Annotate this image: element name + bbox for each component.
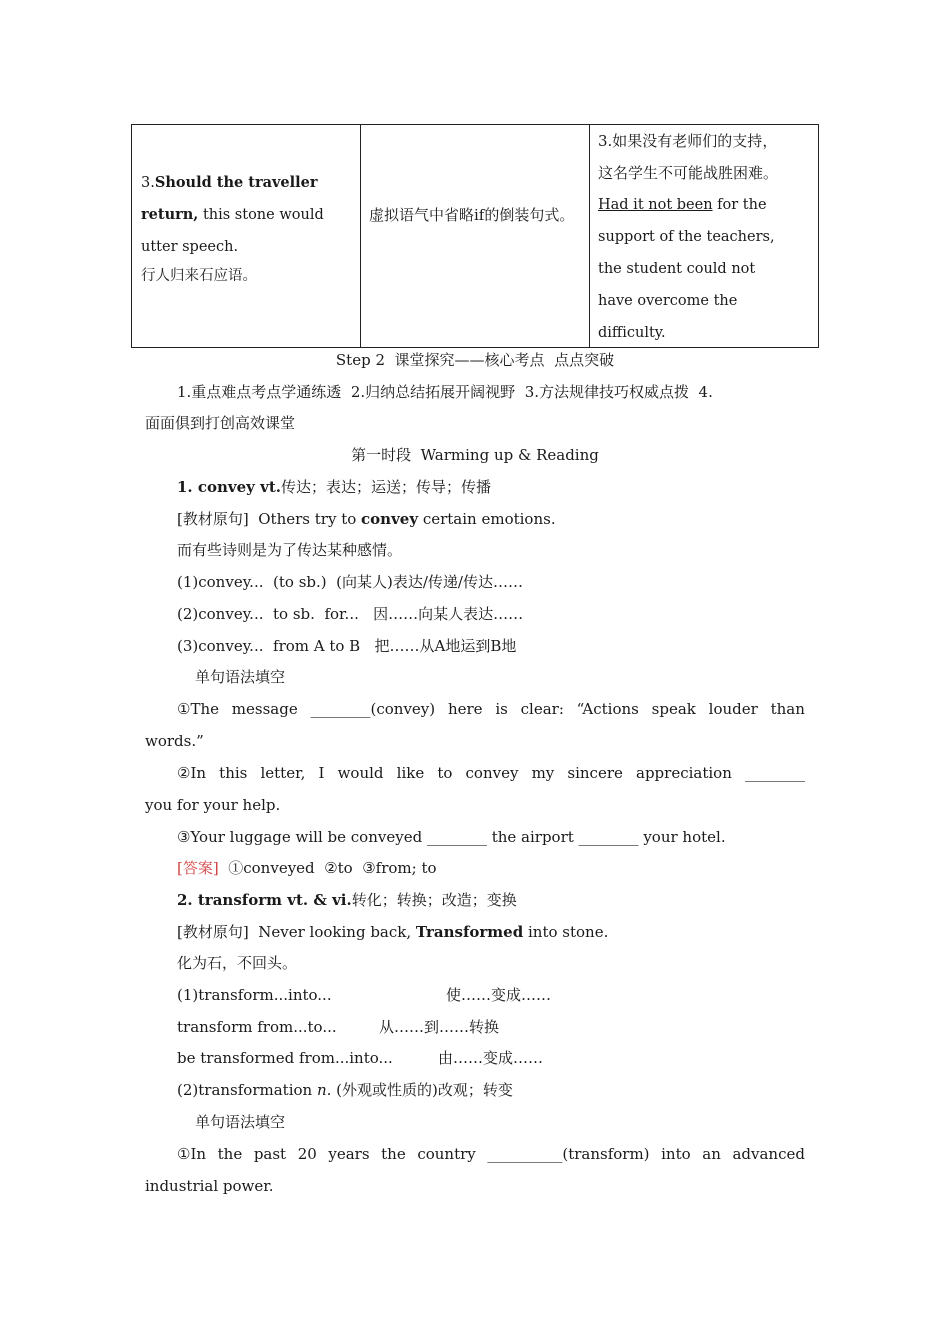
example-english: 3.Should the traveller <box>141 174 318 191</box>
item2-translation: 化为石，不回头。 <box>177 954 298 972</box>
item2-heading: 2. transform vt. & vi.转化；转换；改造；变换 <box>177 891 517 909</box>
imitation-line-5: the student could not <box>598 261 756 277</box>
imitation-line-4: support of the teachers, <box>598 229 775 245</box>
item1-usage-3: (3)convey... from A to B 把……从A地运到B地 <box>177 637 517 655</box>
example-english-cont: return, this stone would <box>141 206 324 223</box>
imitation-line-2: 这名学生不可能战胜困难。 <box>598 164 779 182</box>
item2-usage-4: (2)transformation n. (外观或性质的)改观；转变 <box>177 1081 513 1099</box>
imitation-line-6: have overcome the <box>598 293 738 309</box>
imitation-line-7: difficulty. <box>598 325 666 341</box>
underlined-phrase: Had it not been <box>598 197 713 213</box>
item1-exercise-3: ③Your luggage will be conveyed ________ the airport ________ your hotel. <box>177 828 726 846</box>
item1-exercise-1-cont: words.” <box>145 732 204 750</box>
item2-source: [教材原句] Never looking back, Transformed into stone. <box>177 923 609 941</box>
item1-translation: 而有些诗则是为了传达某种感情。 <box>177 541 403 559</box>
item1-source: [教材原句] Others try to convey certain emotions. <box>177 510 556 528</box>
item1-answer: [答案] ①conveyed ②to ③from; to <box>177 859 437 877</box>
item2-usage-1b: 使……变成…… <box>446 986 552 1004</box>
item1-exercise-1: ①The message ________(convey) here is clear: “Actions speak louder than <box>177 700 805 718</box>
step-title: Step 2 课堂探究——核心考点 点点突破 <box>335 351 615 369</box>
intro-line-2: 面面俱到打创高效课堂 <box>145 414 296 432</box>
item1-usage-2: (2)convey... to sb. for... 因……向某人表达…… <box>177 605 524 623</box>
item2-exercise-title: 单句语法填空 <box>195 1113 286 1131</box>
answer-label: [答案] <box>177 859 219 877</box>
item1-exercise-2: ②In this letter, I would like to convey my sincere appreciation ________ <box>177 764 805 782</box>
table-cell-imitation <box>590 125 818 347</box>
period-title: 第一时段 Warming up & Reading <box>351 446 599 464</box>
example-chinese: 行人归来石应语。 <box>141 268 257 284</box>
item2-exercise-1-cont: industrial power. <box>145 1177 274 1195</box>
imitation-line-3: Had it not been for the <box>598 197 767 213</box>
item2-usage-3a: be transformed from...into... <box>177 1049 393 1067</box>
item1-usage-1: (1)convey... (to sb.) (向某人)表达/传递/传达…… <box>177 573 523 591</box>
item2-usage-2b: 从……到……转换 <box>379 1018 500 1036</box>
example-table <box>131 124 819 348</box>
table-cell-example <box>132 125 361 347</box>
item2-exercise-1: ①In the past 20 years the country __________(transform) into an advanced <box>177 1145 805 1163</box>
explanation-text: 虚拟语气中省略if的倒装句式。 <box>369 206 575 224</box>
item1-exercise-2-cont: you for your help. <box>145 796 281 814</box>
item1-exercise-title: 单句语法填空 <box>195 668 286 686</box>
intro-line-1: 1.重点难点考点学通练透 2.归纳总结拓展开阔视野 3.方法规律技巧权威点拨 4. <box>177 383 713 401</box>
item2-usage-1a: (1)transform...into... <box>177 986 332 1004</box>
item1-heading: 1. convey vt.传达；表达；运送；传导；传播 <box>177 478 492 496</box>
item2-usage-2a: transform from...to... <box>177 1018 337 1036</box>
item2-usage-3b: 由……变成…… <box>438 1049 544 1067</box>
imitation-line-1: 3.如果没有老师们的支持， <box>598 132 778 150</box>
table-cell-explanation <box>361 125 590 347</box>
example-english-end: utter speech. <box>141 239 239 255</box>
